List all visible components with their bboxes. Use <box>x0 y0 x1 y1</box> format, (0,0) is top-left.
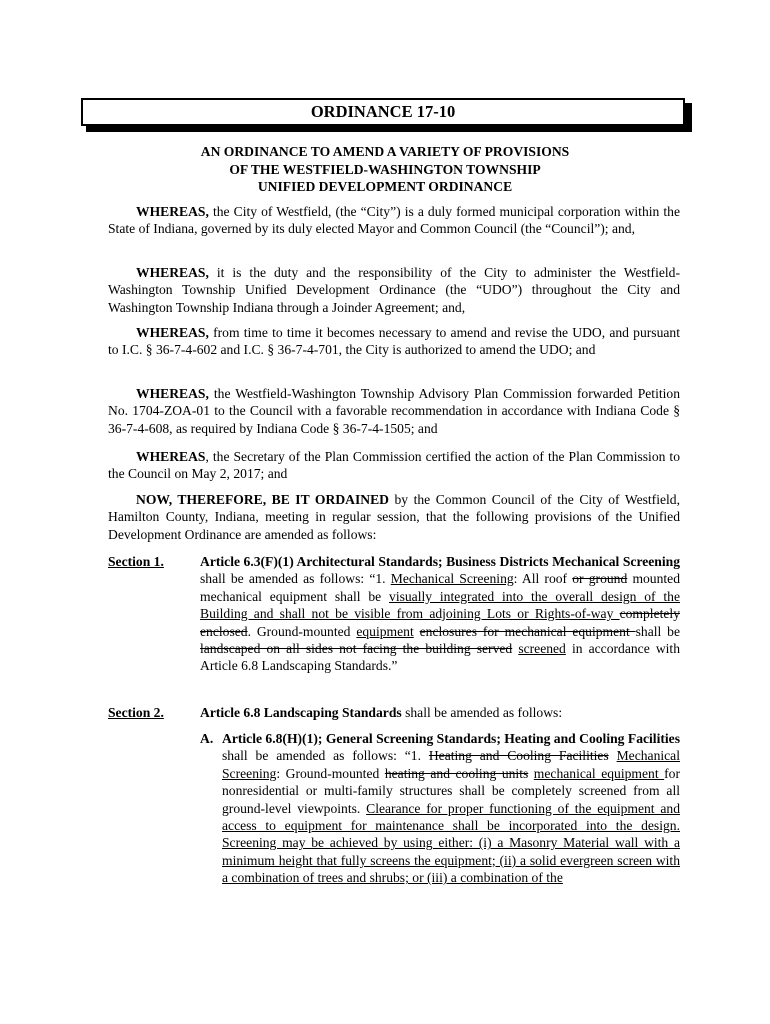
whereas-lead: WHEREAS <box>136 449 206 464</box>
whereas-text: , the Secretary of the Plan Commission certified the action of the Plan Commission to the Council on May 2, 2017; and <box>108 449 680 482</box>
heading-line: AN ORDINANCE TO AMEND A VARIETY OF PROVISIONS <box>200 144 570 159</box>
ordained-lead: NOW, THEREFORE, BE IT ORDAINED <box>136 492 389 507</box>
section-1-deleted: completely enclosed <box>200 606 680 639</box>
section-1-text: shall be <box>635 623 680 639</box>
heading-line: OF THE WESTFIELD-WASHINGTON TOWNSHIP <box>229 161 541 177</box>
whereas-paragraph <box>108 385 680 437</box>
section-1-deleted: or ground <box>572 571 628 587</box>
section-2-label: Section 2. <box>108 705 164 720</box>
whereas-lead: WHEREAS, <box>136 204 209 219</box>
whereas-text: it is the duty and the responsibility of the City to administer the Westfield-Washington Township Unified Development Ordinance (the “UDO”) throughout the City and Washington Township Indiana through a Joinder Agreement; and, <box>108 265 680 315</box>
section-1-text: : All roof <box>513 571 573 587</box>
section-2-title: Article 6.8 Landscaping Standards <box>200 705 402 720</box>
whereas-paragraph <box>108 324 680 359</box>
subsection-a-deleted: heating and cooling units <box>384 765 529 781</box>
section-1-text: . Ground-mounted <box>247 623 357 639</box>
whereas-text: the City of Westfield, (the “City”) is a duly formed municipal corporation within the State of Indiana, governed by its duly elected Mayor and Common Council (the “Council”); and, <box>108 204 680 237</box>
section-1-label: Section 1. <box>108 554 164 569</box>
subsection-a-deleted: Heating and Cooling Facilities <box>428 748 609 764</box>
subsection-a-inserted: Mechanical Screening <box>222 748 680 781</box>
ordinance-title: ORDINANCE 17-10 <box>81 98 685 126</box>
whereas-lead: WHEREAS, <box>136 265 209 280</box>
section-1-title: Article 6.3(F)(1) Architectural Standards; Business Districts Mechanical Screening <box>200 554 680 569</box>
whereas-lead: WHEREAS, <box>136 325 209 340</box>
section-2-text: shall be amended as follows: <box>401 705 563 720</box>
section-1-inserted: Mechanical Screening <box>390 571 514 587</box>
section-1-inserted: screened <box>518 641 566 657</box>
subsection-a-title: Article 6.8(H)(1); General Screening Standards; Heating and Cooling Facilities <box>222 731 680 746</box>
whereas-paragraph <box>108 203 680 238</box>
subsection-a-text: shall be amended as follows: “1. <box>222 748 429 764</box>
whereas-text: the Westfield-Washington Township Advisory Plan Commission forwarded Petition No. 1704-ZOA-01 to the Council with a favorable recommendation in accordance with Indiana Code § 36-7-4-608, as required by Indiana Code § 36-7-4-1505; and <box>108 386 680 436</box>
whereas-paragraph <box>108 264 680 316</box>
whereas-text: from time to time it becomes necessary to amend and revise the UDO, and pursuant to I.C. § 36-7-4-602 and I.C. § 36-7-4-701, the City is authorized to amend the UDO; and <box>108 325 680 358</box>
subsection-a <box>200 730 680 887</box>
heading-line: UNIFIED DEVELOPMENT ORDINANCE <box>257 179 513 194</box>
whereas-lead: WHEREAS, <box>136 386 209 401</box>
subsection-a-text: : Ground-mounted <box>276 765 385 781</box>
section-1-deleted: landscaped on all sides not facing the building served <box>200 641 513 657</box>
whereas-paragraph <box>108 448 680 483</box>
ordained-text: by the Common Council of the City of Westfield, Hamilton County, Indiana, meeting in regular session, that the following provisions of the Unified Development Ordinance are amended as follows: <box>108 492 680 542</box>
section-1-text: mounted mechanical equipment shall be <box>200 571 681 604</box>
section-1-deleted: enclosures for mechanical equipment <box>419 623 636 639</box>
ordinance-heading <box>100 143 670 196</box>
subsection-a-inserted: mechanical equipment <box>533 765 665 781</box>
subsection-a-text <box>609 748 617 763</box>
section-2-intro <box>200 704 680 721</box>
subsection-a-inserted: Clearance for proper functioning of the equipment and access to equipment for maintenance shall be incorporated into the design. Screening may be achieved by using either: (i) a Masonry Material wall with a minimum height that fully screens the equipment; (ii) a solid evergreen screen with a combination of trees and shrubs; or (iii) a combination of the <box>222 800 680 886</box>
subsection-a-body <box>222 730 680 887</box>
section-1-inserted: equipment <box>356 623 414 639</box>
section-1-text: in accordance with Article 6.8 Landscaping Standards.” <box>200 641 680 674</box>
section-1-inserted: visually integrated into the overall design of the Building and shall not be visible from adjoining Lots or Rights-of-way <box>200 588 680 622</box>
subsection-a-text: for nonresidential or multi-family structures shall be completely screened from all ground-level viewpoints. <box>222 765 680 816</box>
section-1-text: shall be amended as follows: “1. <box>200 571 391 587</box>
ordained-paragraph <box>108 491 680 543</box>
subsection-a-letter: A. <box>200 731 214 746</box>
section-1-body <box>200 553 680 675</box>
